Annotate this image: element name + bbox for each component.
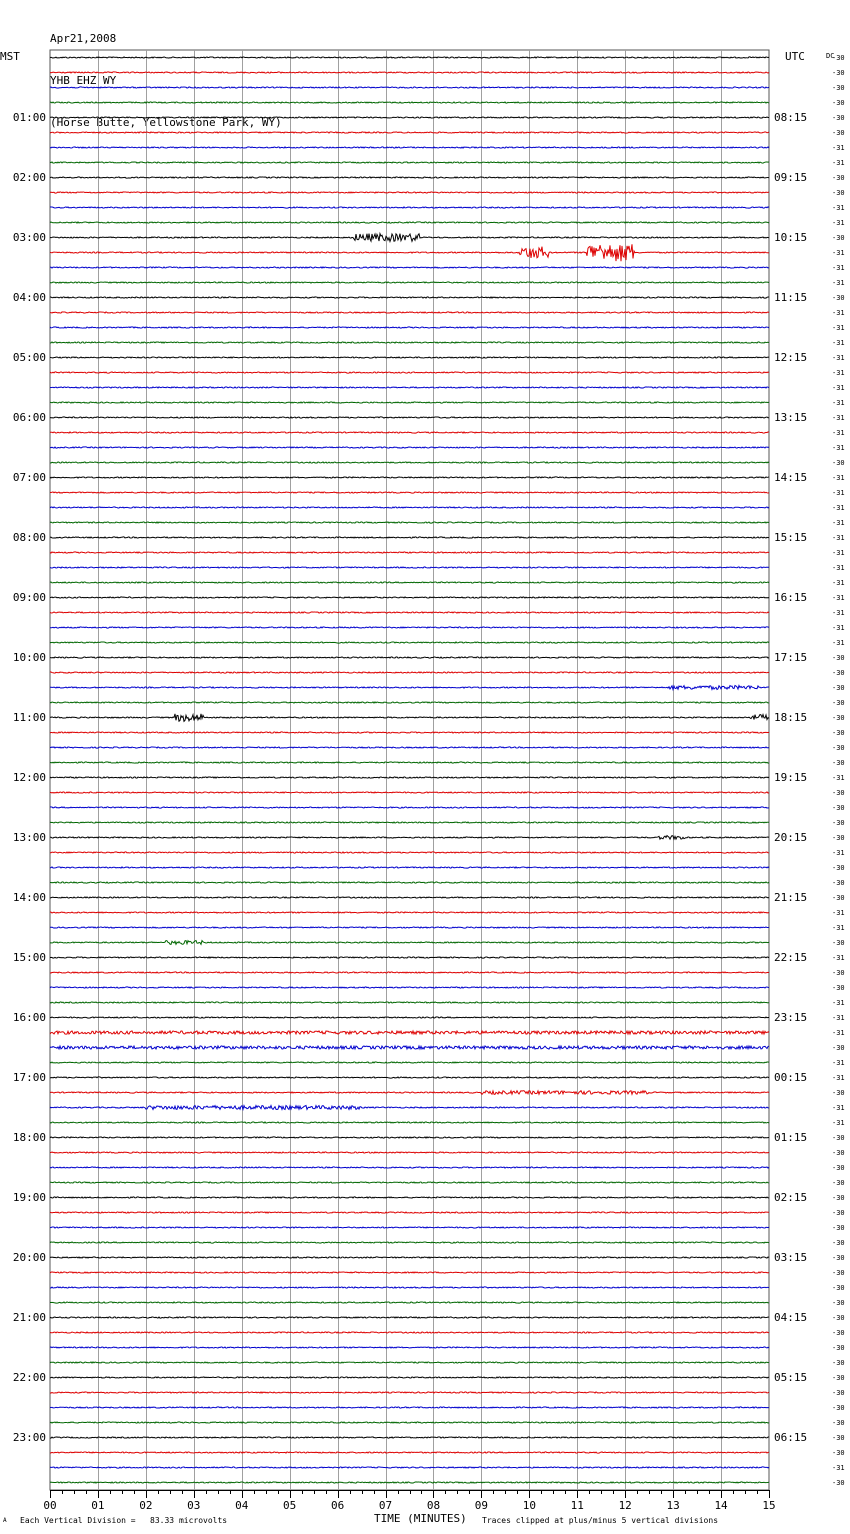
x-tick-label: 03 bbox=[187, 1499, 201, 1512]
dc-offset-label: -30 bbox=[832, 758, 845, 767]
x-tick-label: 11 bbox=[570, 1499, 584, 1512]
trace-row bbox=[50, 1031, 769, 1034]
trace-row bbox=[50, 417, 769, 418]
dc-offset-label: -30 bbox=[832, 83, 845, 92]
trace-row bbox=[50, 1227, 769, 1228]
right-timezone-label: UTC bbox=[785, 50, 805, 63]
trace-row bbox=[50, 836, 769, 840]
date-text: Apr21,2008 bbox=[50, 32, 117, 45]
trace-row bbox=[50, 312, 769, 313]
trace-row bbox=[50, 1077, 769, 1078]
dc-offset-label: -30 bbox=[832, 1238, 845, 1247]
dc-offset-label: -30 bbox=[832, 878, 845, 887]
x-tick-label: 15 bbox=[762, 1499, 776, 1512]
dc-offset-label: -31 bbox=[832, 518, 845, 527]
dc-offset-label: -30 bbox=[832, 233, 845, 242]
dc-offset-label: -30 bbox=[832, 1043, 845, 1052]
x-tick-label: 05 bbox=[283, 1499, 297, 1512]
dc-offset-label: -31 bbox=[832, 563, 845, 572]
trace-row bbox=[50, 1407, 769, 1408]
dc-offset-label: -31 bbox=[832, 548, 845, 557]
x-axis-title: TIME (MINUTES) bbox=[374, 1512, 467, 1525]
hour-label-left: 14:00 bbox=[12, 890, 46, 904]
trace-row bbox=[50, 507, 769, 508]
trace-row bbox=[50, 807, 769, 808]
hour-label-right: 00:15 bbox=[774, 1070, 808, 1084]
dc-offset-label: -30 bbox=[832, 1313, 845, 1322]
hour-label-left: 21:00 bbox=[12, 1310, 46, 1324]
hour-label-right: 14:15 bbox=[774, 470, 808, 484]
hour-label-left: 06:00 bbox=[12, 410, 46, 424]
trace-row bbox=[50, 234, 769, 242]
dc-offset-label: -31 bbox=[832, 488, 845, 497]
trace-row bbox=[50, 612, 769, 613]
trace-row bbox=[50, 657, 769, 658]
dc-offset-label: -31 bbox=[832, 203, 845, 212]
trace-row bbox=[50, 342, 769, 343]
trace-row bbox=[50, 327, 769, 328]
dc-offset-label: -30 bbox=[832, 173, 845, 182]
trace-row bbox=[50, 552, 769, 553]
hour-label-left: 08:00 bbox=[12, 530, 46, 544]
dc-offset-label: -30 bbox=[832, 1343, 845, 1352]
dc-offset-label: -31 bbox=[832, 338, 845, 347]
trace-row bbox=[50, 297, 769, 298]
trace-row bbox=[50, 897, 769, 898]
dc-offset-label: -31 bbox=[832, 953, 845, 962]
dc-offset-label: -31 bbox=[832, 143, 845, 152]
trace-row bbox=[50, 1317, 769, 1318]
dc-offset-label: -30 bbox=[832, 863, 845, 872]
trace-row bbox=[50, 1422, 769, 1423]
hour-label-left: 11:00 bbox=[12, 710, 46, 724]
dc-offset-label: -31 bbox=[832, 1028, 845, 1037]
trace-row bbox=[50, 1106, 769, 1110]
hour-label-right: 16:15 bbox=[774, 590, 808, 604]
dc-offset-label: -31 bbox=[832, 908, 845, 917]
hour-label-right: 18:15 bbox=[774, 710, 808, 724]
dc-offset-label: -30 bbox=[832, 53, 845, 62]
dc-offset-label: -30 bbox=[832, 938, 845, 947]
trace-row bbox=[50, 72, 769, 73]
trace-row bbox=[50, 1091, 769, 1095]
dc-offset-label: -30 bbox=[832, 1418, 845, 1427]
trace-row bbox=[50, 1437, 769, 1438]
dc-offset-label: -30 bbox=[832, 1193, 845, 1202]
hour-label-left: 13:00 bbox=[12, 830, 46, 844]
trace-row bbox=[50, 822, 769, 823]
dc-offset-label: -31 bbox=[832, 998, 845, 1007]
hour-label-right: 10:15 bbox=[774, 230, 808, 244]
x-tick-label: 10 bbox=[522, 1499, 536, 1512]
scale-mark: A bbox=[3, 1517, 7, 1524]
dc-offset-label: -31 bbox=[832, 383, 845, 392]
trace-row bbox=[50, 357, 769, 358]
hour-label-left: 05:00 bbox=[12, 350, 46, 364]
dc-offset-label: -30 bbox=[832, 1328, 845, 1337]
dc-offset-label: -31 bbox=[832, 623, 845, 632]
dc-offset-label: -30 bbox=[832, 833, 845, 842]
trace-row bbox=[50, 686, 769, 690]
trace-row bbox=[50, 1002, 769, 1003]
dc-offset-label: -30 bbox=[832, 683, 845, 692]
trace-row bbox=[50, 477, 769, 478]
trace-row bbox=[50, 1062, 769, 1063]
dc-offset-label: -31 bbox=[832, 1118, 845, 1127]
dc-offset-label: -31 bbox=[832, 848, 845, 857]
hour-label-right: 15:15 bbox=[774, 530, 808, 544]
hour-label-left: 02:00 bbox=[12, 170, 46, 184]
dc-offset-label: -30 bbox=[832, 1253, 845, 1262]
dc-offset-label: -31 bbox=[832, 1103, 845, 1112]
dc-offset-label: -31 bbox=[832, 428, 845, 437]
hour-label-left: 10:00 bbox=[12, 650, 46, 664]
dc-offset-label: -30 bbox=[832, 1478, 845, 1487]
trace-row bbox=[50, 1287, 769, 1288]
dc-offset-label: -31 bbox=[832, 323, 845, 332]
dc-offset-label: -31 bbox=[832, 308, 845, 317]
trace-row bbox=[50, 582, 769, 583]
trace-row bbox=[50, 1362, 769, 1363]
hour-label-right: 13:15 bbox=[774, 410, 808, 424]
dc-offset-label: -31 bbox=[832, 368, 845, 377]
dc-offset-label: -30 bbox=[832, 668, 845, 677]
dc-offset-label: -30 bbox=[832, 698, 845, 707]
hour-label-left: 01:00 bbox=[12, 110, 46, 124]
trace-row bbox=[50, 1377, 769, 1378]
hour-label-left: 04:00 bbox=[12, 290, 46, 304]
dc-offset-label: -31 bbox=[832, 443, 845, 452]
trace-row bbox=[50, 132, 769, 133]
dc-offset-label: -31 bbox=[832, 773, 845, 782]
dc-offset-label: -30 bbox=[832, 1223, 845, 1232]
hour-label-left: 16:00 bbox=[12, 1010, 46, 1024]
trace-row bbox=[50, 207, 769, 208]
trace-row bbox=[50, 642, 769, 643]
hour-label-left: 15:00 bbox=[12, 950, 46, 964]
trace-row bbox=[50, 927, 769, 928]
plot-frame bbox=[50, 50, 769, 1490]
trace-row bbox=[50, 537, 769, 538]
trace-row bbox=[50, 702, 769, 703]
scale-note: Each Vertical Division = 83.33 microvolts bbox=[20, 1516, 228, 1525]
hour-label-left: 23:00 bbox=[12, 1430, 46, 1444]
trace-row bbox=[50, 1182, 769, 1183]
dc-offset-label: -30 bbox=[832, 1298, 845, 1307]
trace-row bbox=[50, 1257, 769, 1258]
hour-label-left: 12:00 bbox=[12, 770, 46, 784]
trace-row bbox=[50, 1332, 769, 1333]
hour-label-right: 19:15 bbox=[774, 770, 808, 784]
hour-label-right: 23:15 bbox=[774, 1010, 808, 1024]
trace-row bbox=[50, 1347, 769, 1348]
dc-offset-label: -31 bbox=[832, 413, 845, 422]
trace-row bbox=[50, 1152, 769, 1153]
dc-offset-label: -31 bbox=[832, 1058, 845, 1067]
x-tick-label: 01 bbox=[91, 1499, 105, 1512]
trace-row bbox=[50, 387, 769, 388]
dc-offset-label: -31 bbox=[832, 1463, 845, 1472]
x-tick-label: 02 bbox=[139, 1499, 153, 1512]
trace-row bbox=[50, 972, 769, 973]
trace-row bbox=[50, 987, 769, 988]
x-tick-label: 13 bbox=[666, 1499, 680, 1512]
trace-row bbox=[50, 567, 769, 568]
hour-label-right: 02:15 bbox=[774, 1190, 808, 1204]
trace-row bbox=[50, 1122, 769, 1123]
dc-offset-label: -30 bbox=[832, 803, 845, 812]
trace-row bbox=[50, 372, 769, 373]
hour-label-left: 19:00 bbox=[12, 1190, 46, 1204]
hour-label-right: 12:15 bbox=[774, 350, 808, 364]
dc-offset-label: -30 bbox=[832, 293, 845, 302]
x-tick-label: 09 bbox=[474, 1499, 489, 1512]
trace-row bbox=[50, 522, 769, 523]
hour-label-right: 06:15 bbox=[774, 1430, 808, 1444]
trace-row bbox=[50, 222, 769, 223]
trace-row bbox=[50, 941, 769, 945]
x-tick-label: 07 bbox=[378, 1499, 393, 1512]
dc-offset-label: -30 bbox=[832, 893, 845, 902]
x-tick-label: 06 bbox=[330, 1499, 345, 1512]
trace-row bbox=[50, 1167, 769, 1168]
dc-offset-label: -30 bbox=[832, 788, 845, 797]
trace-row bbox=[50, 1046, 769, 1049]
dc-offset-label: -30 bbox=[832, 458, 845, 467]
trace-row bbox=[50, 432, 769, 433]
dc-offset-label: -31 bbox=[832, 1073, 845, 1082]
trace-row bbox=[50, 792, 769, 793]
dc-offset-label: -31 bbox=[832, 608, 845, 617]
dc-offset-label: -31 bbox=[832, 278, 845, 287]
hour-label-right: 09:15 bbox=[774, 170, 808, 184]
trace-row bbox=[50, 462, 769, 463]
trace-row bbox=[50, 177, 769, 178]
hour-label-left: 07:00 bbox=[12, 470, 46, 484]
dc-offset-label: -31 bbox=[832, 593, 845, 602]
dc-offset-label: -31 bbox=[832, 158, 845, 167]
trace-row bbox=[50, 762, 769, 763]
trace-row bbox=[50, 1137, 769, 1138]
dc-offset-label: -30 bbox=[832, 1283, 845, 1292]
dc-offset-label: -30 bbox=[832, 653, 845, 662]
dc-offset-label: -30 bbox=[832, 1268, 845, 1277]
trace-row bbox=[50, 597, 769, 598]
dc-offset-label: -30 bbox=[832, 1148, 845, 1157]
dc-offset-label: -31 bbox=[832, 353, 845, 362]
dc-offset-label: -30 bbox=[832, 1403, 845, 1412]
dc-offset-label: -30 bbox=[832, 1373, 845, 1382]
trace-row bbox=[50, 1302, 769, 1303]
hour-label-right: 22:15 bbox=[774, 950, 808, 964]
dc-offset-label: -31 bbox=[832, 473, 845, 482]
hour-label-right: 11:15 bbox=[774, 290, 808, 304]
dc-offset-label: -30 bbox=[832, 1433, 845, 1442]
dc-offset-label: -31 bbox=[832, 578, 845, 587]
dc-offset-label: -30 bbox=[832, 818, 845, 827]
hour-label-right: 21:15 bbox=[774, 890, 808, 904]
trace-row bbox=[50, 1212, 769, 1213]
dc-offset-label: -30 bbox=[832, 1208, 845, 1217]
trace-row bbox=[50, 747, 769, 748]
trace-row bbox=[50, 447, 769, 448]
trace-row bbox=[50, 87, 769, 88]
trace-row bbox=[50, 192, 769, 193]
location-text: (Horse Butte, Yellowstone Park, WY) bbox=[50, 116, 282, 129]
dc-offset-label: -30 bbox=[832, 1388, 845, 1397]
trace-row bbox=[50, 1272, 769, 1273]
dc-offset-label: -30 bbox=[832, 1178, 845, 1187]
trace-row bbox=[50, 957, 769, 958]
trace-row bbox=[50, 672, 769, 673]
trace-row bbox=[50, 732, 769, 733]
clip-note: Traces clipped at plus/minus 5 vertical divisions bbox=[482, 1516, 719, 1525]
dc-offset-label: -30 bbox=[832, 128, 845, 137]
trace-row bbox=[50, 282, 769, 283]
dc-offset-label: -30 bbox=[832, 1358, 845, 1367]
dc-offset-label: -30 bbox=[832, 713, 845, 722]
dc-offset-label: -31 bbox=[832, 248, 845, 257]
trace-row bbox=[50, 882, 769, 883]
trace-row bbox=[50, 244, 769, 261]
dc-offset-label: -30 bbox=[832, 188, 845, 197]
trace-row bbox=[50, 102, 769, 103]
left-timezone-label: MST bbox=[0, 50, 20, 63]
dc-offset-label: -31 bbox=[832, 1013, 845, 1022]
dc-offset-label: -31 bbox=[832, 263, 845, 272]
trace-row bbox=[50, 402, 769, 403]
trace-row bbox=[50, 1017, 769, 1018]
trace-row bbox=[50, 147, 769, 148]
trace-row bbox=[50, 57, 769, 58]
x-tick-label: 04 bbox=[235, 1499, 249, 1512]
trace-row bbox=[50, 1242, 769, 1243]
dc-offset-label: -30 bbox=[832, 1088, 845, 1097]
hour-label-right: 17:15 bbox=[774, 650, 808, 664]
x-tick-label: 14 bbox=[714, 1499, 728, 1512]
dc-offset-label: -30 bbox=[832, 1448, 845, 1457]
dc-offset-label: -31 bbox=[832, 398, 845, 407]
dc-offset-label: -30 bbox=[832, 983, 845, 992]
hour-label-right: 20:15 bbox=[774, 830, 808, 844]
dc-offset-label: -30 bbox=[832, 68, 845, 77]
hour-label-right: 04:15 bbox=[774, 1310, 808, 1324]
hour-label-left: 09:00 bbox=[12, 590, 46, 604]
hour-label-right: 05:15 bbox=[774, 1370, 808, 1384]
trace-row bbox=[50, 714, 769, 721]
dc-offset-label: -30 bbox=[832, 1133, 845, 1142]
hour-label-right: 01:15 bbox=[774, 1130, 808, 1144]
x-tick-label: 08 bbox=[426, 1499, 441, 1512]
trace-row bbox=[50, 267, 769, 268]
trace-row bbox=[50, 162, 769, 163]
dc-offset-label: -30 bbox=[832, 113, 845, 122]
dc-offset-label: -31 bbox=[832, 218, 845, 227]
hour-label-left: 03:00 bbox=[12, 230, 46, 244]
x-tick-label: 00 bbox=[43, 1499, 57, 1512]
hour-label-left: 20:00 bbox=[12, 1250, 46, 1264]
dc-offset-label: -30 bbox=[832, 968, 845, 977]
trace-row bbox=[50, 1197, 769, 1198]
dc-offset-label: -30 bbox=[832, 1163, 845, 1172]
dc-offset-label: -31 bbox=[832, 923, 845, 932]
dc-offset-label: -31 bbox=[832, 503, 845, 512]
trace-row bbox=[50, 117, 769, 118]
station-text: YHB EHZ WY bbox=[50, 74, 117, 87]
trace-row bbox=[50, 1482, 769, 1483]
hour-label-left: 18:00 bbox=[12, 1130, 46, 1144]
trace-row bbox=[50, 1452, 769, 1453]
hour-label-left: 17:00 bbox=[12, 1070, 46, 1084]
dc-offset-label: -31 bbox=[832, 638, 845, 647]
dc-offset-label: -30 bbox=[832, 743, 845, 752]
trace-row bbox=[50, 867, 769, 868]
trace-row bbox=[50, 852, 769, 853]
dc-offset-label: -30 bbox=[832, 98, 845, 107]
hour-label-right: 08:15 bbox=[774, 110, 808, 124]
trace-row bbox=[50, 912, 769, 913]
dc-offset-label: -31 bbox=[832, 533, 845, 542]
trace-row bbox=[50, 1392, 769, 1393]
trace-row bbox=[50, 627, 769, 628]
hour-label-right: 03:15 bbox=[774, 1250, 808, 1264]
hour-label-left: 22:00 bbox=[12, 1370, 46, 1384]
dc-offset-label: -30 bbox=[832, 728, 845, 737]
trace-row bbox=[50, 777, 769, 778]
dc-header: DC bbox=[826, 52, 835, 60]
trace-row bbox=[50, 492, 769, 493]
trace-row bbox=[50, 1467, 769, 1468]
x-tick-label: 12 bbox=[618, 1499, 632, 1512]
